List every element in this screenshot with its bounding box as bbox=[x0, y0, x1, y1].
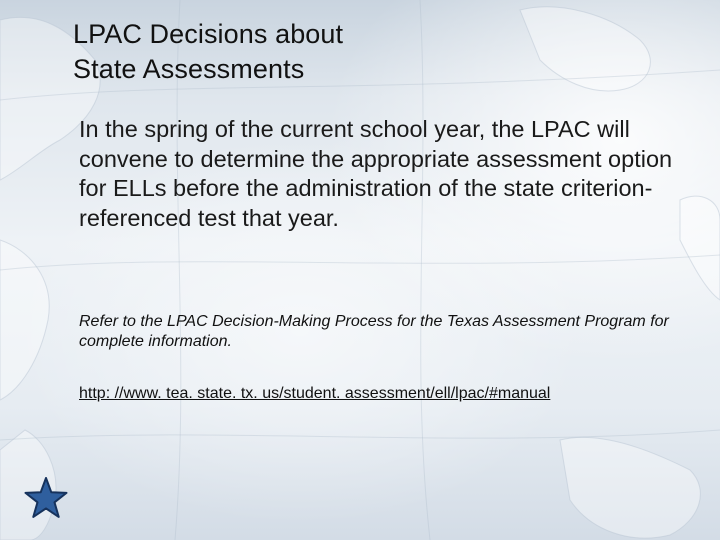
title-line-2: State Assessments bbox=[73, 54, 305, 84]
manual-link[interactable]: http: //www. tea. state. tx. us/student. assessment/ell/lpac/#manual bbox=[79, 385, 551, 402]
title-line-1: LPAC Decisions about bbox=[73, 19, 344, 49]
star-icon bbox=[24, 476, 68, 518]
reference-note: Refer to the LPAC Decision-Making Process for the Texas Assessment Program for complete information. bbox=[79, 313, 669, 350]
slide-title bbox=[73, 17, 673, 87]
body-paragraph: In the spring of the current school year, the LPAC will convene to determine the appropriate assessment option for ELLs before the administration of the state criterion-referenced test that year. bbox=[79, 116, 673, 231]
